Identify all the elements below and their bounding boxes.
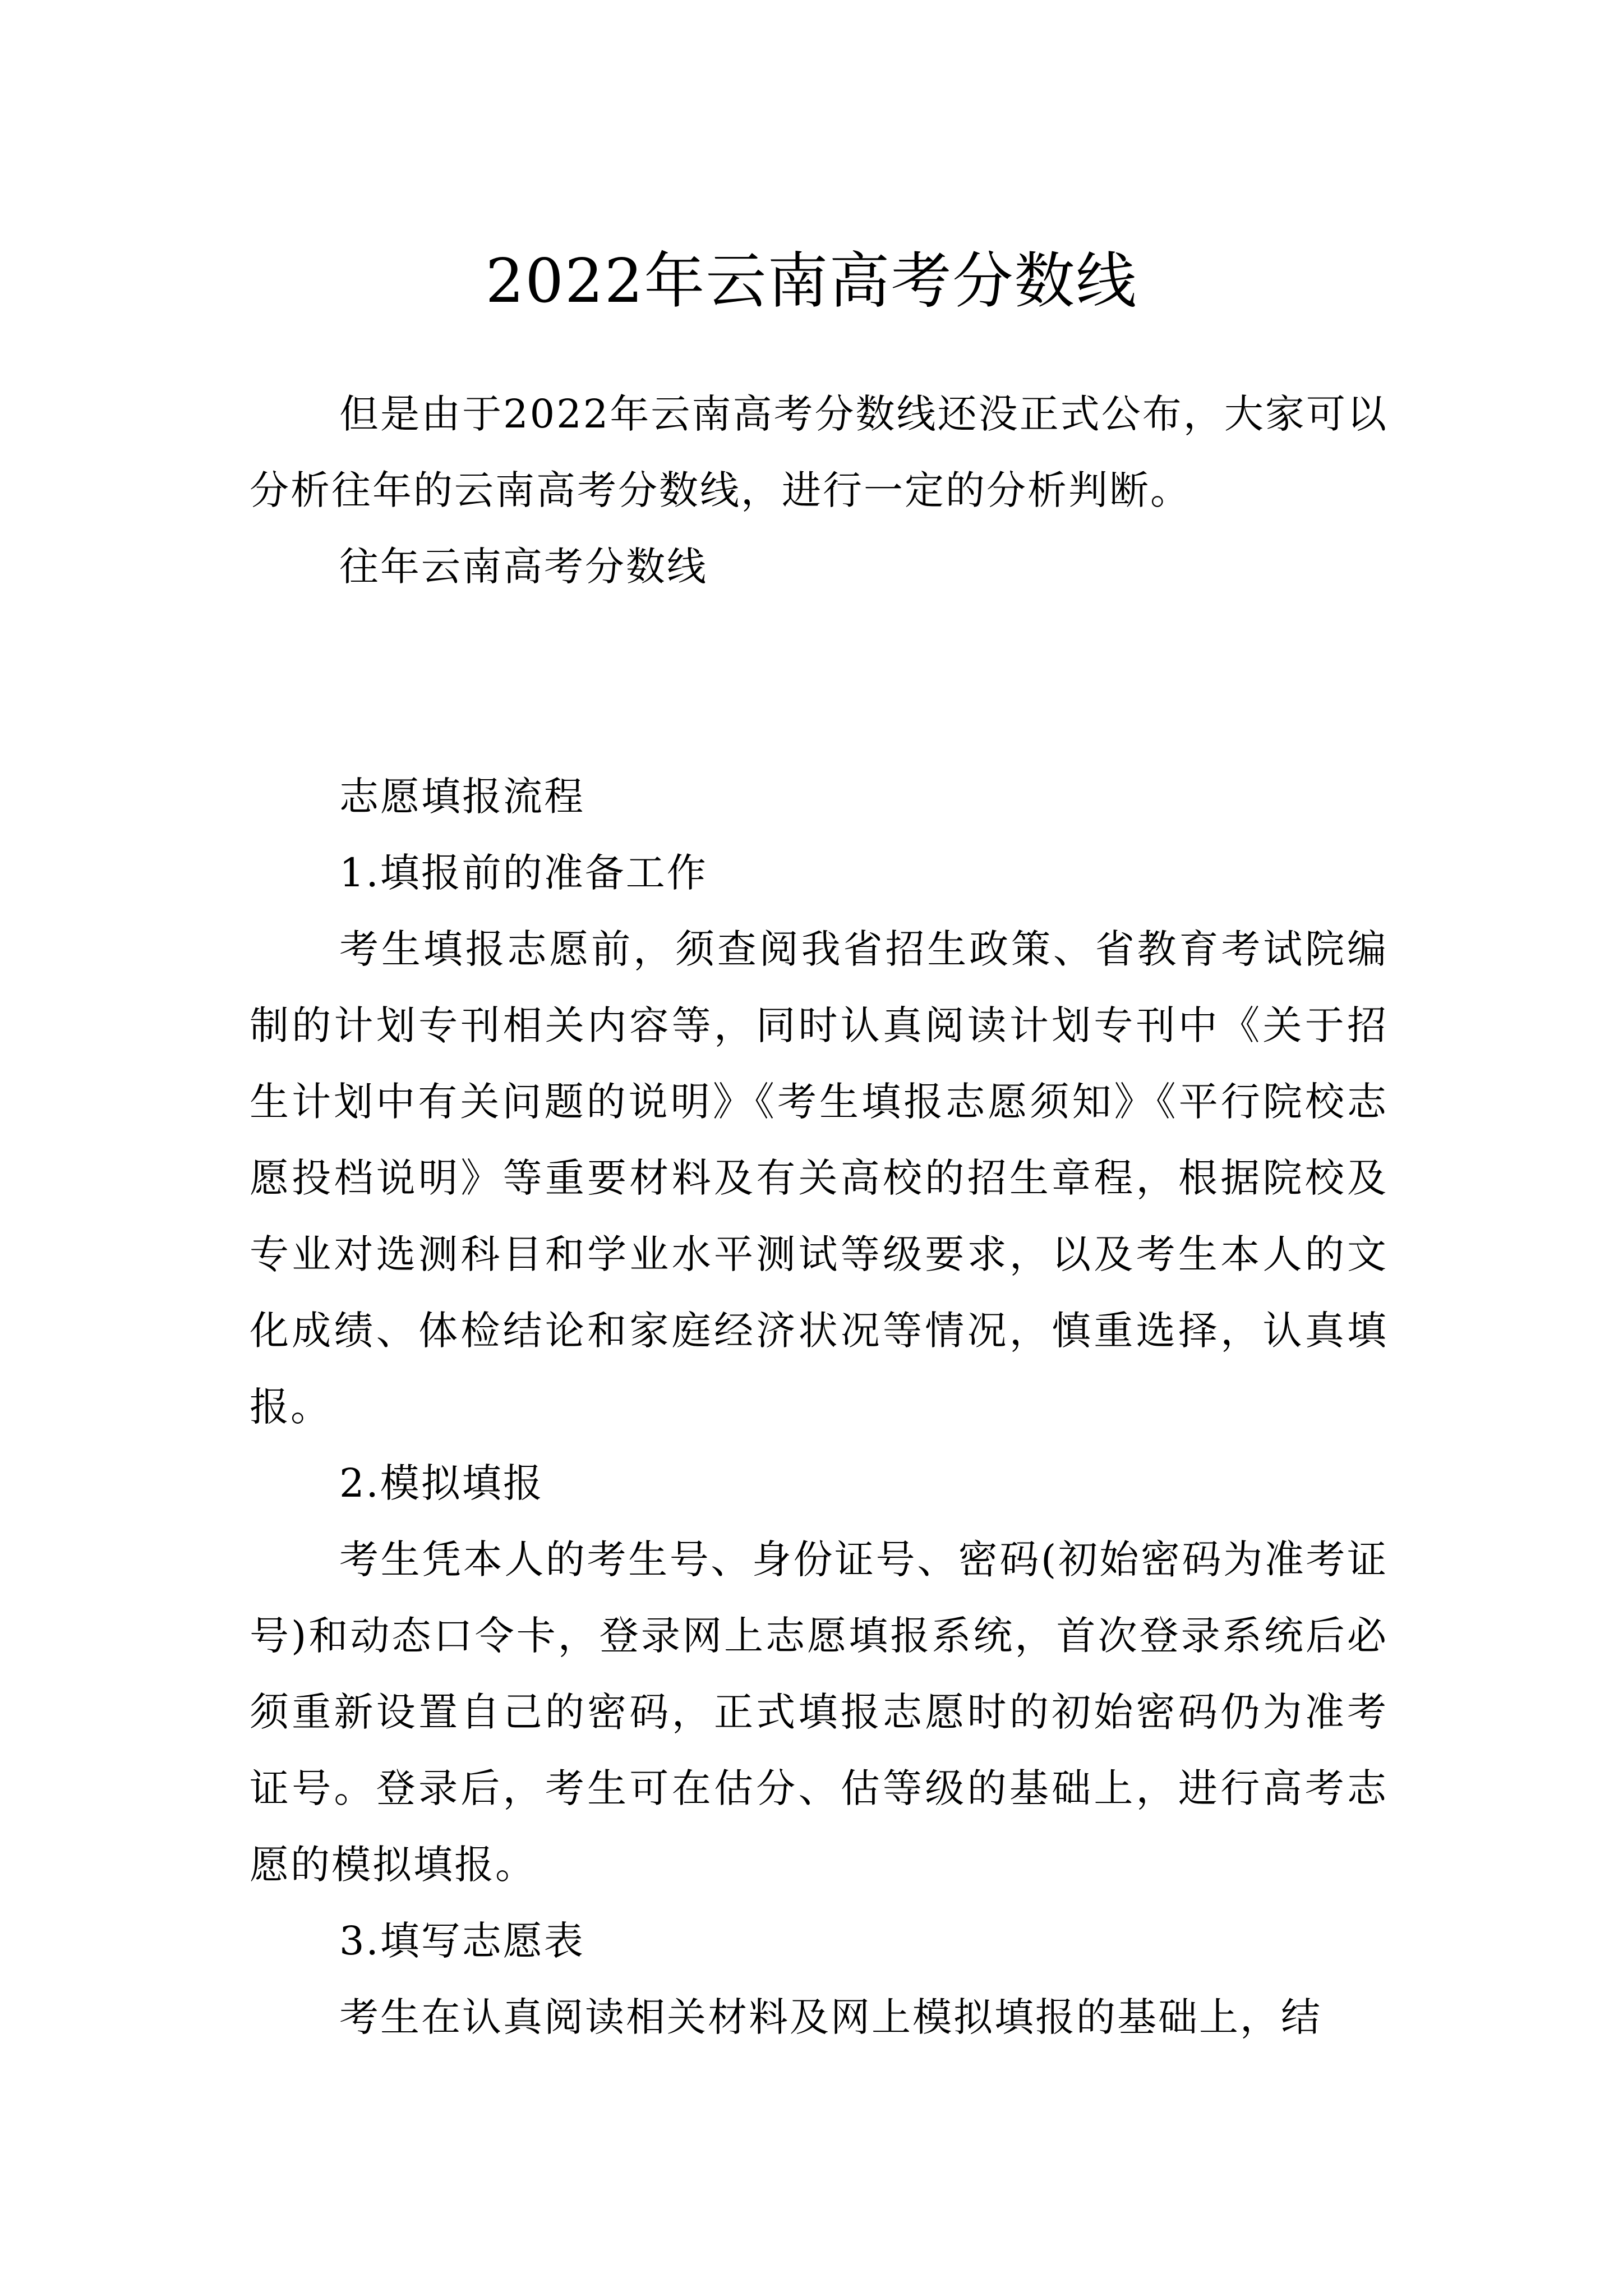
intro-paragraph: 但是由于2022年云南高考分数线还没正式公布，大家可以分析往年的云南高考分数线，进行一定的分析判断。	[250, 391, 1388, 513]
process-heading: 志愿填报流程	[339, 774, 585, 820]
step2-heading: 2.模拟填报	[339, 1460, 544, 1506]
past-scores-heading: 往年云南高考分数线	[339, 544, 708, 590]
step2-paragraph: 考生凭本人的考生号、身份证号、密码(初始密码为准考证号)和动态口令卡，登录网上志愿填报系统，首次登录系统后必须重新设置自己的密码，正式填报志愿时的初始密码仍为准考证号。登录后，考生可在估分、估等级的基础上，进行高考志愿的模拟填报。	[250, 1536, 1388, 1888]
step1-heading: 1.填报前的准备工作	[339, 850, 708, 896]
document-title: 2022年云南高考分数线	[485, 246, 1138, 317]
step3-heading: 3.填写志愿表	[339, 1918, 585, 1964]
step1-paragraph: 考生填报志愿前，须查阅我省招生政策、省教育考试院编制的计划专刊相关内容等，同时认真阅读计划专刊中《关于招生计划中有关问题的说明》《考生填报志愿须知》《平行院校志愿投档说明》等重要材料及有关高校的招生章程，根据院校及专业对选测科目和学业水平测试等级要求，以及考生本人的文化成绩、体检结论和家庭经济状况等情况，慎重选择，认真填报。	[250, 926, 1388, 1430]
step3-paragraph: 考生在认真阅读相关材料及网上模拟填报的基础上，结	[339, 1994, 1322, 2040]
